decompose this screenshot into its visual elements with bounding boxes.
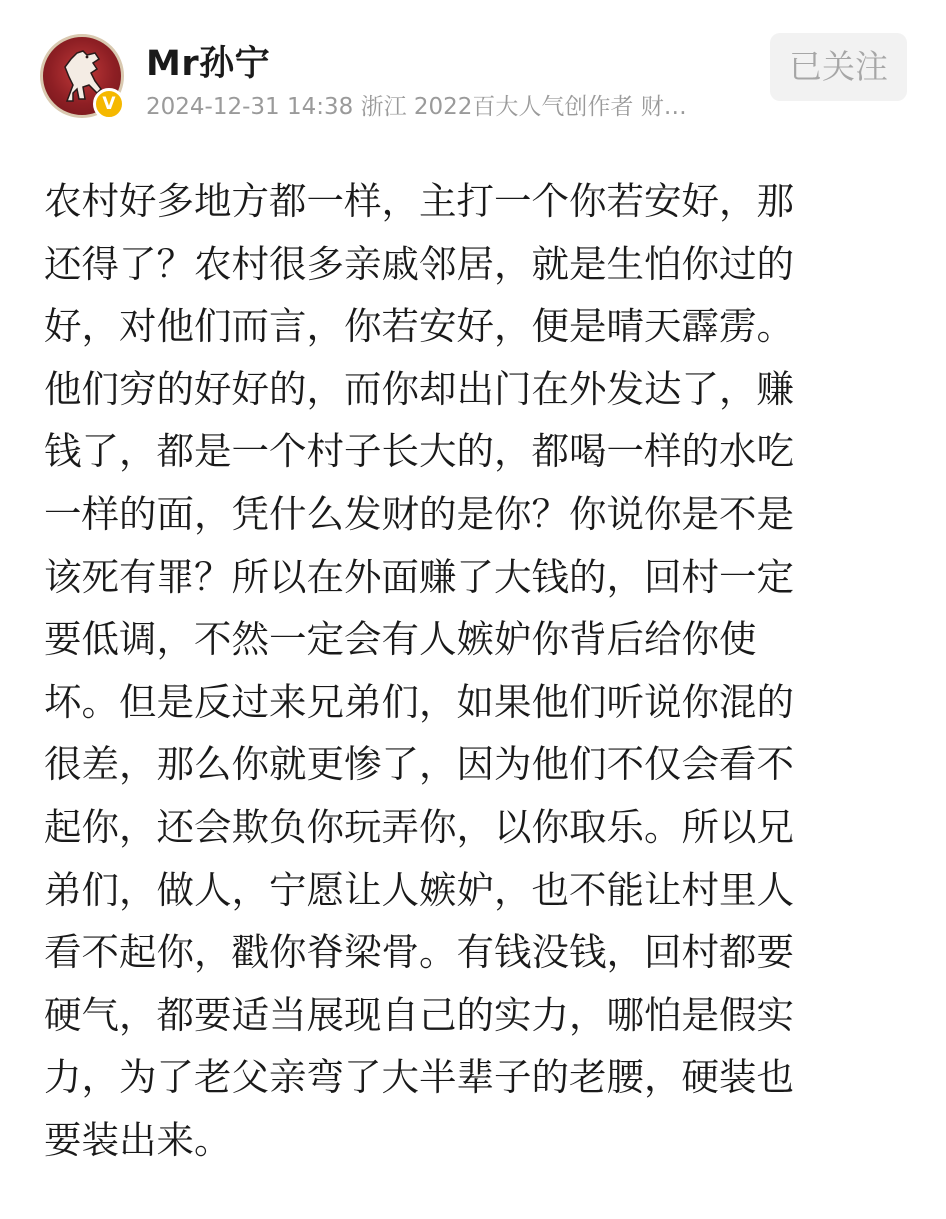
post-header (0, 0, 946, 140)
follow-button[interactable]: 已关注 (770, 33, 907, 101)
post-body-text: 农村好多地方都一样，主打一个你若安好，那 还得了？农村很多亲戚邻居，就是生怕你过的 好，对他们而言，你若安好，便是晴天霹雳。 他们穷的好好的，而你却出门在外发达了，赚 钱了，都是一个村子长大的，都喝一样的水吃 一样的面，凭什么发财的是你？你说你是不是 该死有罪？所以在外面赚了大钱的，回村一定 要低调，不然一定会有人嫉妒你背后给你使 坏。但是反过来兄弟们，如果他们听说你混的 很差，那么你就更惨了，因为他们不仅会看不 起你，还会欺负你玩弄你，以你取乐。所以兄 弟们，做人，宁愿让人嫉妒，也不能让村里人 看不起你，戳你脊梁骨。有钱没钱，回村都要 硬气，都要适当展现自己的实力，哪怕是假实 力，为了老父亲弯了大半辈子的老腰，硬装也 要装出来。 (44, 179, 794, 1162)
post-meta: 2024-12-31 14:38 浙江 2022百大人气创作者 财… (146, 94, 687, 120)
verified-badge: V (93, 88, 125, 120)
author-name[interactable]: Mr孙宁 (146, 44, 271, 84)
